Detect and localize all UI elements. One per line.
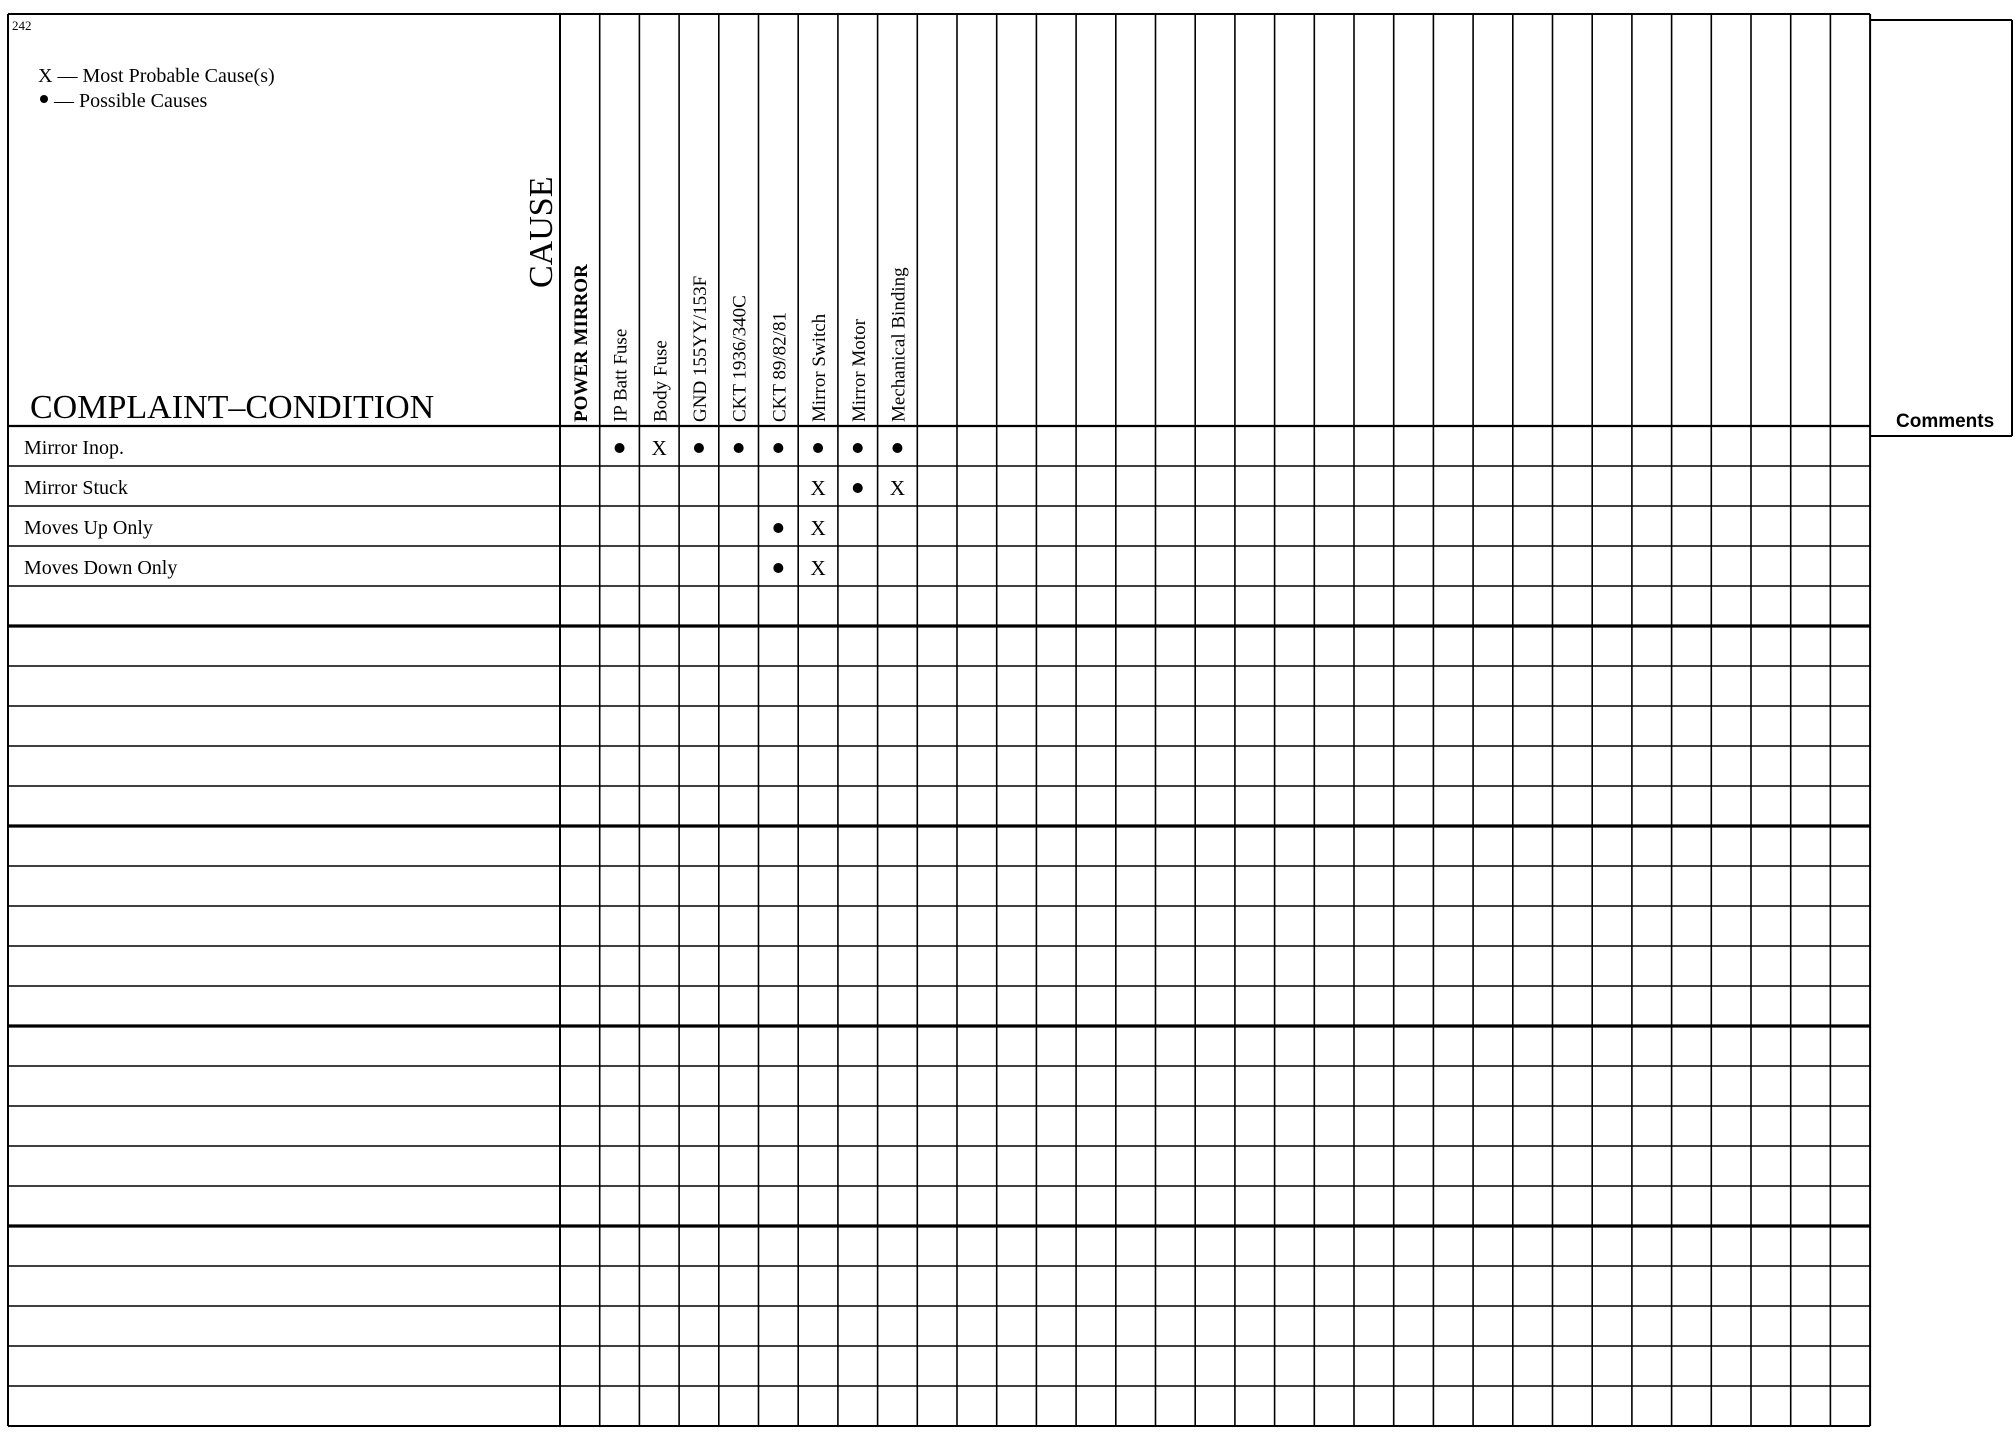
complaint-label: Mirror Stuck <box>24 477 128 499</box>
column-headers <box>571 264 910 422</box>
column-header: CKT 89/82/81 <box>769 312 791 422</box>
most-probable-mark: X <box>810 476 826 500</box>
column-header: IP Batt Fuse <box>610 328 632 422</box>
column-header: Body Fuse <box>650 340 672 422</box>
possible-cause-dot <box>773 563 783 573</box>
most-probable-mark: X <box>651 436 667 460</box>
possible-cause-dot <box>853 443 863 453</box>
row-labels <box>24 437 177 579</box>
complaint-condition-heading: COMPLAINT–CONDITION <box>30 389 435 426</box>
column-header: GND 155YY/153F <box>689 275 711 422</box>
column-header: POWER MIRROR <box>570 264 592 422</box>
complaint-label: Moves Down Only <box>24 557 178 579</box>
cause-heading: CAUSE <box>523 176 560 288</box>
column-header: Mechanical Binding <box>888 267 910 422</box>
cell-marks <box>615 436 905 580</box>
possible-cause-dot <box>773 443 783 453</box>
comments-heading: Comments <box>1896 411 1995 432</box>
possible-cause-dot <box>813 443 823 453</box>
legend-possible: — Possible Causes <box>54 90 208 112</box>
legend <box>38 65 275 112</box>
possible-cause-dot <box>853 483 863 493</box>
column-header: CKT 1936/340C <box>729 295 751 422</box>
column-header: Mirror Switch <box>809 313 831 422</box>
legend-most-probable: X — Most Probable Cause(s) <box>38 65 275 87</box>
grid-lines <box>8 14 2012 1426</box>
chart-header <box>12 18 1994 432</box>
possible-cause-dot <box>773 523 783 533</box>
legend-dot-icon <box>40 95 48 103</box>
possible-cause-dot <box>734 443 744 453</box>
column-header: Mirror Motor <box>848 319 870 422</box>
possible-cause-dot <box>694 443 704 453</box>
complaint-label: Mirror Inop. <box>24 437 124 459</box>
most-probable-mark: X <box>810 516 826 540</box>
complaint-label: Moves Up Only <box>24 517 153 539</box>
most-probable-mark: X <box>889 476 906 500</box>
most-probable-mark: X <box>810 556 826 580</box>
page-number: 242 <box>12 18 32 33</box>
possible-cause-dot <box>615 443 625 453</box>
possible-cause-dot <box>892 443 902 453</box>
